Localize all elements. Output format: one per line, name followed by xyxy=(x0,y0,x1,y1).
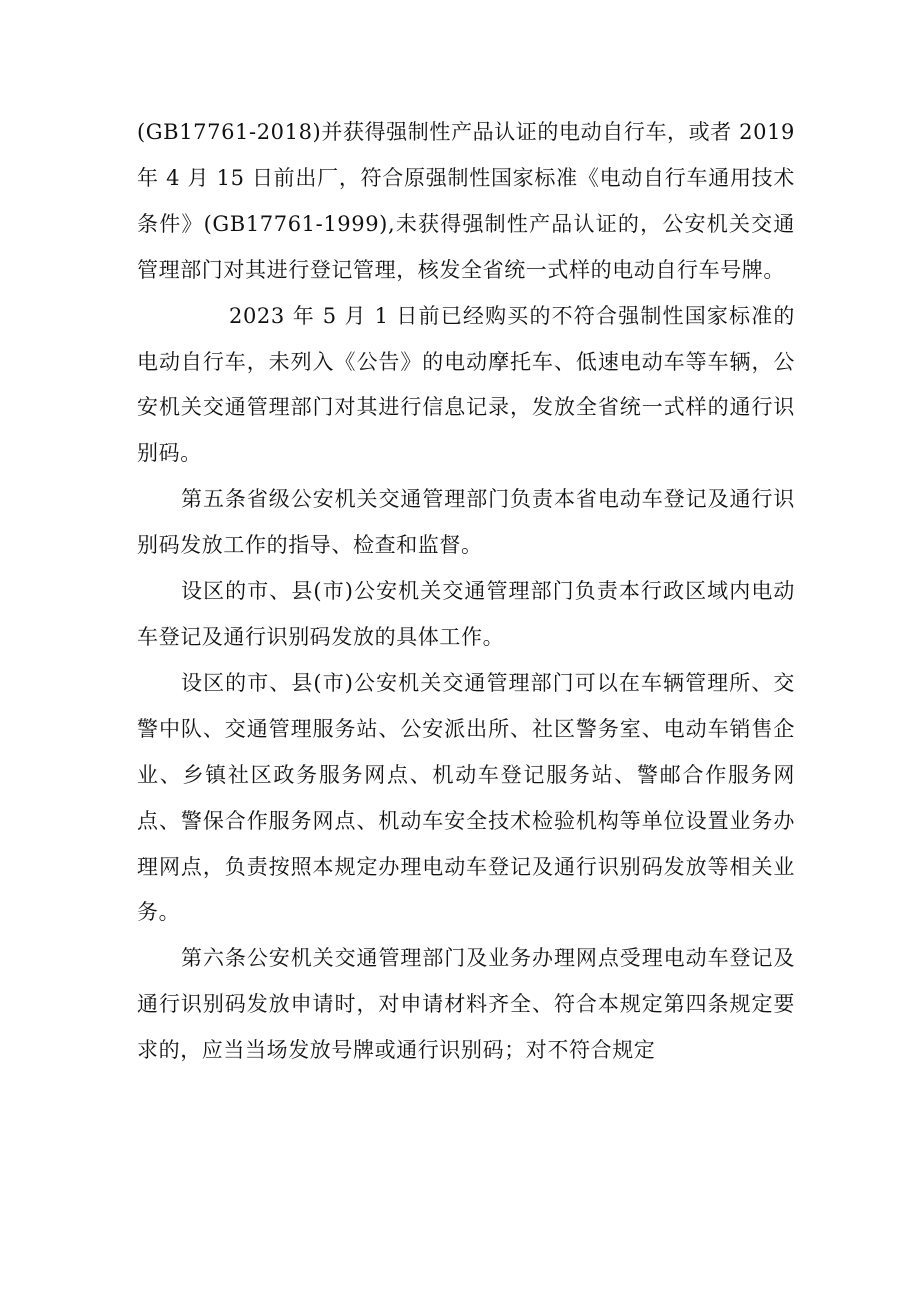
paragraph-article-5: 第五条省级公安机关交通管理部门负责本省电动车登记及通行识别码发放工作的指导、检查和监督。 xyxy=(137,487,795,558)
paragraph-2023-records: 2023 年 5 月 1 日前已经购买的不符合强制性国家标准的电动自行车，未列入《公告》的电动摩托车、低速电动车等车辆，公安机关交通管理部门对其进行信息记录，发放全省统一式样的通行识别码。 xyxy=(137,303,795,466)
paragraph-article-6: 第六条公安机关交通管理部门及业务办理网点受理电动车登记及通行识别码发放申请时，对申请材料齐全、符合本规定第四条规定要求的，应当当场发放号牌或通行识别码；对不符合规定 xyxy=(137,946,795,1063)
paragraph-service-points: 设区的市、县(市)公安机关交通管理部门可以在车辆管理所、交警中队、交通管理服务站、公安派出所、社区警务室、电动车销售企业、乡镇社区政务服务网点、机动车登记服务站、警邮合作服务网点、警保合作服务网点、机动车安全技术检验机构等单位设置业务办理网点，负责按照本规定办理电动车登记及通行识别码发放等相关业务。 xyxy=(137,670,795,925)
document-body xyxy=(137,110,795,1074)
paragraph-continuation: (GB17761-2018)并获得强制性产品认证的电动自行车，或者 2019年 4 月 15 日前出厂，符合原强制性国家标准《电动自行车通用技术条件》(GB17761-1999),未获得强制性产品认证的，公安机关交通管理部门对其进行登记管理，核发全省统一式样的电动自行车号牌。 xyxy=(137,120,795,282)
paragraph-city-county-duty: 设区的市、县(市)公安机关交通管理部门负责本行政区域内电动车登记及通行识别码发放的具体工作。 xyxy=(137,579,795,649)
